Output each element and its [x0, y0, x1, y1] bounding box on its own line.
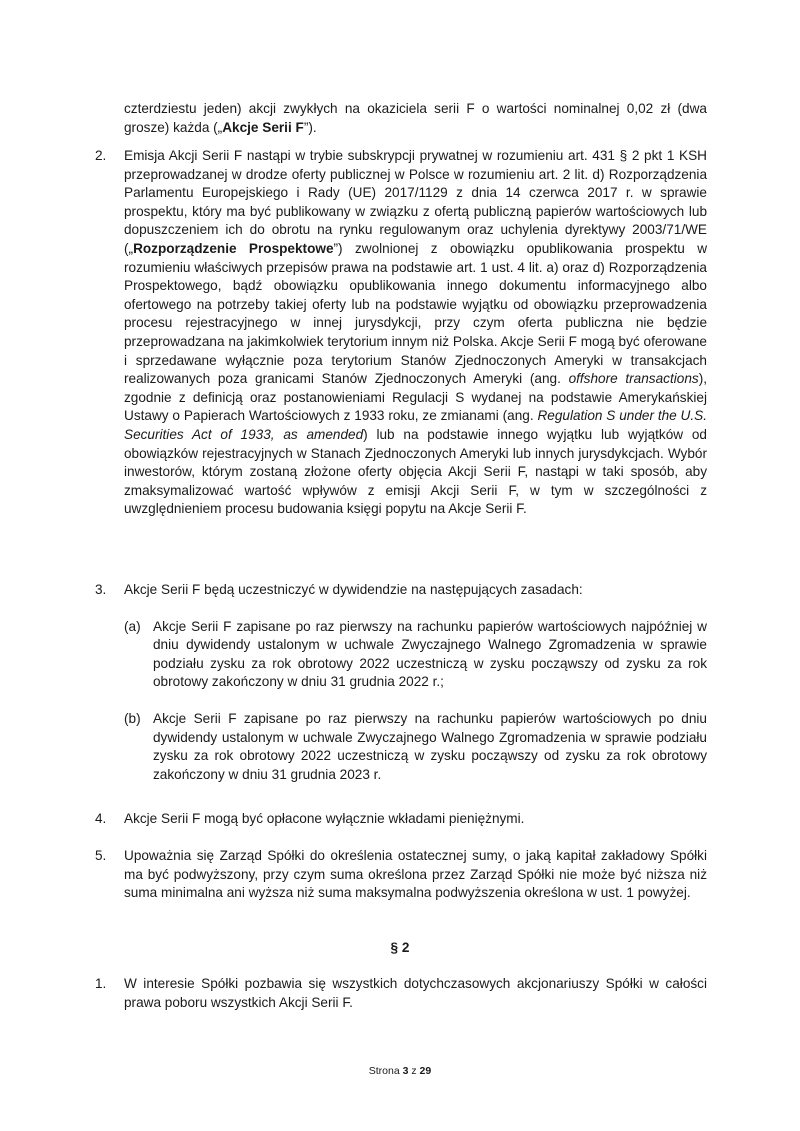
subclause-number: (b)	[124, 710, 141, 726]
page-separator: z	[408, 1065, 420, 1077]
text-run: Emisja Akcji Serii F nastąpi w trybie subskrypcji prywatnej w rozumieniu art. 431 § 2 pkt 1 KSH przeprowadzanej w drodze oferty publicznej w Polsce w rozumieniu art. 2 lit. d) Rozporządzenia Parlamentu Europejskiego i Rady (UE) 2017/1129 z dnia 14 czerwca 2017 r. w sprawie prospektu, który ma być publikowany w związku z ofertą publiczną papierów wartościowych lub dopuszczeniem ich do obrotu na rynku regulowanym oraz uchylenia dyrektywy 2003/71/WE („	[124, 148, 707, 256]
text-run: ), zgodnie z definicją oraz postanowieniami Regulacji S wydanej na podstawie Amerykańskiej Ustawy o Papierach Wartościowych z 1933 roku, ze zmianami (ang.	[124, 371, 707, 424]
text-run: ”) zwolnionej z obowiązku opublikowania prospektu w rozumieniu właściwych przepisów prawa na podstawie art. 1 ust. 4 lit. a) oraz d) Rozporządzenia Prospektowego, bądź obowiązku opublikowania innego dokumentu informacyjnego albo ofertowego na potrzeby takiej oferty lub na podstawie wyjątku od obowiązku przeprowadzenia procesu rejestracyjnego w innej jurysdykcji, przy czym oferta publiczna nie będzie przeprowadzana na jakimkolwiek terytorium innym niż Polska. Akcje Serii F mogą być oferowane i sprzedawane wyłącznie poza terytorium Stanów Zjednoczonych Ameryki w transakcjach realizowanych poza granicami Stanów Zjednoczonych Ameryki (ang.	[124, 240, 708, 387]
section2-clause-1	[95, 975, 707, 1012]
current-page: 3	[402, 1065, 409, 1077]
clause-5	[95, 847, 707, 903]
clause-number: 4.	[95, 811, 107, 826]
subclause-text: Akcje Serii F zapisane po raz pierwszy na rachunku papierów wartościowych najpóźniej w dniu dywidendy ustalonym w uchwale Zwyczajnego Walnego Zgromadzenia w sprawie podziału zysku za rok obrotowy 2022 uczestniczą w zysku począwszy od zysku za rok obrotowy zakończony w dniu 31 grudnia 2022 r.;	[153, 618, 707, 690]
total-pages: 29	[419, 1065, 432, 1077]
section-heading: § 2	[390, 940, 410, 955]
intro-text-end: ”).	[303, 119, 317, 135]
italic-term: Regulation S under the U.S. Securities Act of 1933, as amended	[124, 408, 707, 442]
clause-number: 2.	[95, 148, 107, 163]
subclause-a	[124, 618, 707, 692]
defined-term: Rozporządzenie Prospektowe	[133, 240, 334, 256]
clause-number: 3.	[95, 582, 107, 597]
italic-term: offshore transactions	[568, 371, 699, 387]
clause-text: Akcje Serii F będą uczestniczyć w dywidendzie na następujących zasadach:	[124, 582, 583, 597]
clause-text: Akcje Serii F mogą być opłacone wyłącznie wkładami pieniężnymi.	[124, 811, 525, 826]
clause-3	[95, 581, 707, 784]
defined-term: Akcje Serii F	[222, 119, 304, 135]
subclause-number: (a)	[124, 618, 141, 634]
clause-4	[95, 810, 707, 829]
clause-2	[95, 147, 707, 519]
intro-paragraph	[124, 100, 707, 137]
page-label: Strona	[368, 1065, 403, 1077]
clause-number: 5.	[95, 848, 107, 863]
clause-text: Upoważnia się Zarząd Spółki do określenia ostatecznej sumy, o jaką kapitał zakładowy Spółki ma być podwyższony, przy czym suma określona przez Zarząd Spółki nie może być niższa niż suma minimalna ani wyższa niż suma maksymalna podwyższenia określona w ust. 1 powyżej.	[124, 848, 707, 901]
subclause-b	[124, 710, 707, 784]
text-run: ) lub na podstawie innego wyjątku lub wyjątków od obowiązków rejestracyjnych w Stanach Zjednoczonych Ameryki lub innych jurysdykcjach. Wybór inwestorów, którym zostaną złożone oferty objęcia Akcji Serii F, nastąpi w taki sposób, aby zmaksymalizować wartość wpływów z emisji Akcji Serii F, w tym w szczególności z uwzględnieniem procesu budowania księgi popytu na Akcje Serii F.	[124, 426, 707, 517]
page-footer	[0, 1062, 800, 1081]
intro-text: czterdziestu jeden) akcji zwykłych na okaziciela serii F o wartości nominalnej 0,02 zł (dwa grosze) każda („	[124, 101, 707, 135]
subclause-text: Akcje Serii F zapisane po raz pierwszy na rachunku papierów wartościowych po dniu dywidendy ustalonym w uchwale Zwyczajnego Walnego Zgromadzenia w sprawie podziału zysku za rok obrotowy 2022 uczestniczą w zysku począwszy od zysku za rok obrotowy zakończony w dniu 31 grudnia 2023 r.	[153, 710, 707, 782]
clause-number: 1.	[95, 976, 107, 991]
clause-text	[124, 147, 707, 519]
clause-text: W interesie Spółki pozbawia się wszystkich dotychczasowych akcjonariuszy Spółki w całości prawa poboru wszystkich Akcji Serii F.	[124, 976, 707, 1010]
